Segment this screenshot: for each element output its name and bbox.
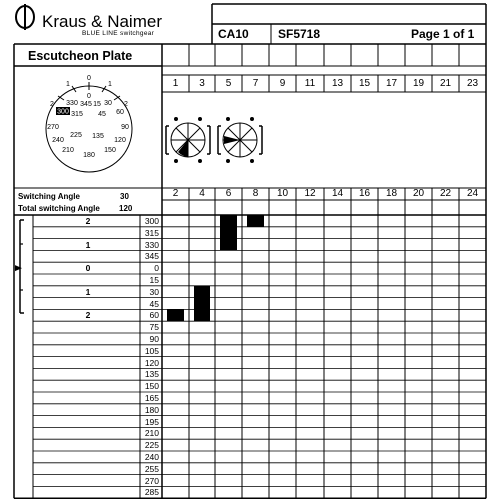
angle-row-value: 135 xyxy=(144,369,159,380)
dial-45: 45 xyxy=(98,111,106,118)
angle-row-value: 210 xyxy=(144,428,159,439)
angle-row-value: 240 xyxy=(144,452,159,462)
angle-row-value: 60 xyxy=(149,310,159,321)
dial-15: 15 xyxy=(93,101,101,108)
outer-label-2-left: 2 xyxy=(50,101,54,108)
kraus-naimer-logo-icon xyxy=(14,4,36,30)
bottom-terminal-number: 16 xyxy=(358,188,371,199)
dial-210: 210 xyxy=(62,147,74,154)
dial-90: 90 xyxy=(121,124,129,131)
dial-180: 180 xyxy=(83,152,95,159)
dial-345: 345 xyxy=(80,101,92,108)
dial-150: 150 xyxy=(104,147,116,154)
angle-row-value: 225 xyxy=(144,440,159,451)
bottom-terminal-number: 6 xyxy=(225,188,232,199)
contact-bar-0 xyxy=(167,309,184,321)
switch-position-label: 1 xyxy=(85,239,91,250)
dial-0: 0 xyxy=(87,93,91,100)
outer-label-2-right: 2 xyxy=(124,101,128,108)
dial-135: 135 xyxy=(92,133,104,140)
escutcheon-title: Escutcheon Plate xyxy=(28,49,133,63)
top-terminal-number: 19 xyxy=(412,78,425,89)
bottom-terminal-number: 22 xyxy=(439,188,452,199)
total-switching-angle-label: Total switching Angle xyxy=(18,204,100,213)
dial-315: 315 xyxy=(71,111,83,118)
escutcheon-dial xyxy=(16,74,162,186)
angle-row-value: 255 xyxy=(144,463,159,474)
angle-row-value: 150 xyxy=(144,381,159,392)
dial-60: 60 xyxy=(116,109,124,116)
dial-270: 270 xyxy=(47,124,59,131)
outer-label-1-right: 1 xyxy=(108,81,112,88)
angle-row-value: 195 xyxy=(144,416,159,427)
bottom-terminal-number: 10 xyxy=(276,188,289,199)
angle-row-value: 30 xyxy=(149,286,159,297)
total-switching-angle-value: 120 xyxy=(119,204,133,213)
series-code: CA10 xyxy=(218,27,249,41)
angle-row-value: 330 xyxy=(144,239,159,250)
angle-row-value: 300 xyxy=(144,216,159,226)
switch-position-label: 0 xyxy=(85,263,91,274)
current-position-arrow-icon xyxy=(15,265,22,271)
top-terminal-number: 7 xyxy=(252,78,259,89)
top-terminal-number: 9 xyxy=(279,78,286,89)
bottom-terminal-number: 20 xyxy=(412,188,425,199)
product-code: SF5718 xyxy=(278,27,321,41)
top-terminal-number: 1 xyxy=(172,78,179,89)
contact-bar-3 xyxy=(247,215,264,227)
outer-label-1-left: 1 xyxy=(66,81,70,88)
contact-symbols xyxy=(160,112,270,170)
bottom-terminal-number: 2 xyxy=(172,188,179,199)
dial-330: 330 xyxy=(66,100,78,107)
angle-row-value: 120 xyxy=(144,357,159,368)
contact-bar-2 xyxy=(220,215,237,250)
dial-225: 225 xyxy=(70,132,82,139)
top-terminal-number: 11 xyxy=(304,78,316,89)
angle-row-value: 165 xyxy=(144,393,159,403)
top-terminal-number: 5 xyxy=(225,78,232,89)
angle-row-value: 315 xyxy=(144,227,159,238)
top-terminal-number: 21 xyxy=(439,78,452,89)
angle-row-value: 75 xyxy=(149,322,159,333)
top-terminal-number: 15 xyxy=(358,78,371,89)
top-terminal-number: 3 xyxy=(199,78,205,89)
angle-row-value: 45 xyxy=(149,298,159,309)
dial-30: 30 xyxy=(104,100,112,107)
switching-angle-value: 30 xyxy=(120,192,129,201)
brand-name: Kraus & Naimer xyxy=(42,12,162,31)
angle-row-value: 270 xyxy=(144,475,159,486)
page-indicator: Page 1 of 1 xyxy=(411,27,475,41)
bottom-terminal-number: 12 xyxy=(304,188,316,199)
angle-row-value: 0 xyxy=(154,263,159,274)
dial-highlight-300: 300 xyxy=(57,108,69,116)
angle-row-value: 180 xyxy=(144,404,159,415)
angle-row-value: 345 xyxy=(144,251,159,262)
angle-row-value: 15 xyxy=(149,275,159,285)
contact-bar-1 xyxy=(194,286,210,321)
top-terminal-number: 13 xyxy=(331,78,344,89)
brand-subtitle: BLUE LINE switchgear xyxy=(82,30,155,37)
bottom-terminal-number: 4 xyxy=(199,188,205,199)
angle-row-value: 90 xyxy=(149,334,159,344)
bottom-terminal-number: 8 xyxy=(252,188,259,199)
top-terminal-number: 23 xyxy=(466,78,479,89)
switch-position-label: 2 xyxy=(85,310,91,321)
dial-120: 120 xyxy=(114,137,126,144)
top-terminal-number: 17 xyxy=(385,78,398,89)
dial-240: 240 xyxy=(52,137,64,144)
outer-label-0: 0 xyxy=(87,75,91,82)
switch-position-label: 2 xyxy=(85,216,91,226)
switching-angle-label: Switching Angle xyxy=(18,192,80,201)
bottom-terminal-number: 14 xyxy=(331,188,344,199)
angle-row-value: 105 xyxy=(144,345,159,356)
switch-position-label: 1 xyxy=(85,286,91,297)
bottom-terminal-number: 18 xyxy=(385,188,398,199)
bottom-terminal-number: 24 xyxy=(466,188,479,199)
angle-row-value: 285 xyxy=(144,487,159,498)
